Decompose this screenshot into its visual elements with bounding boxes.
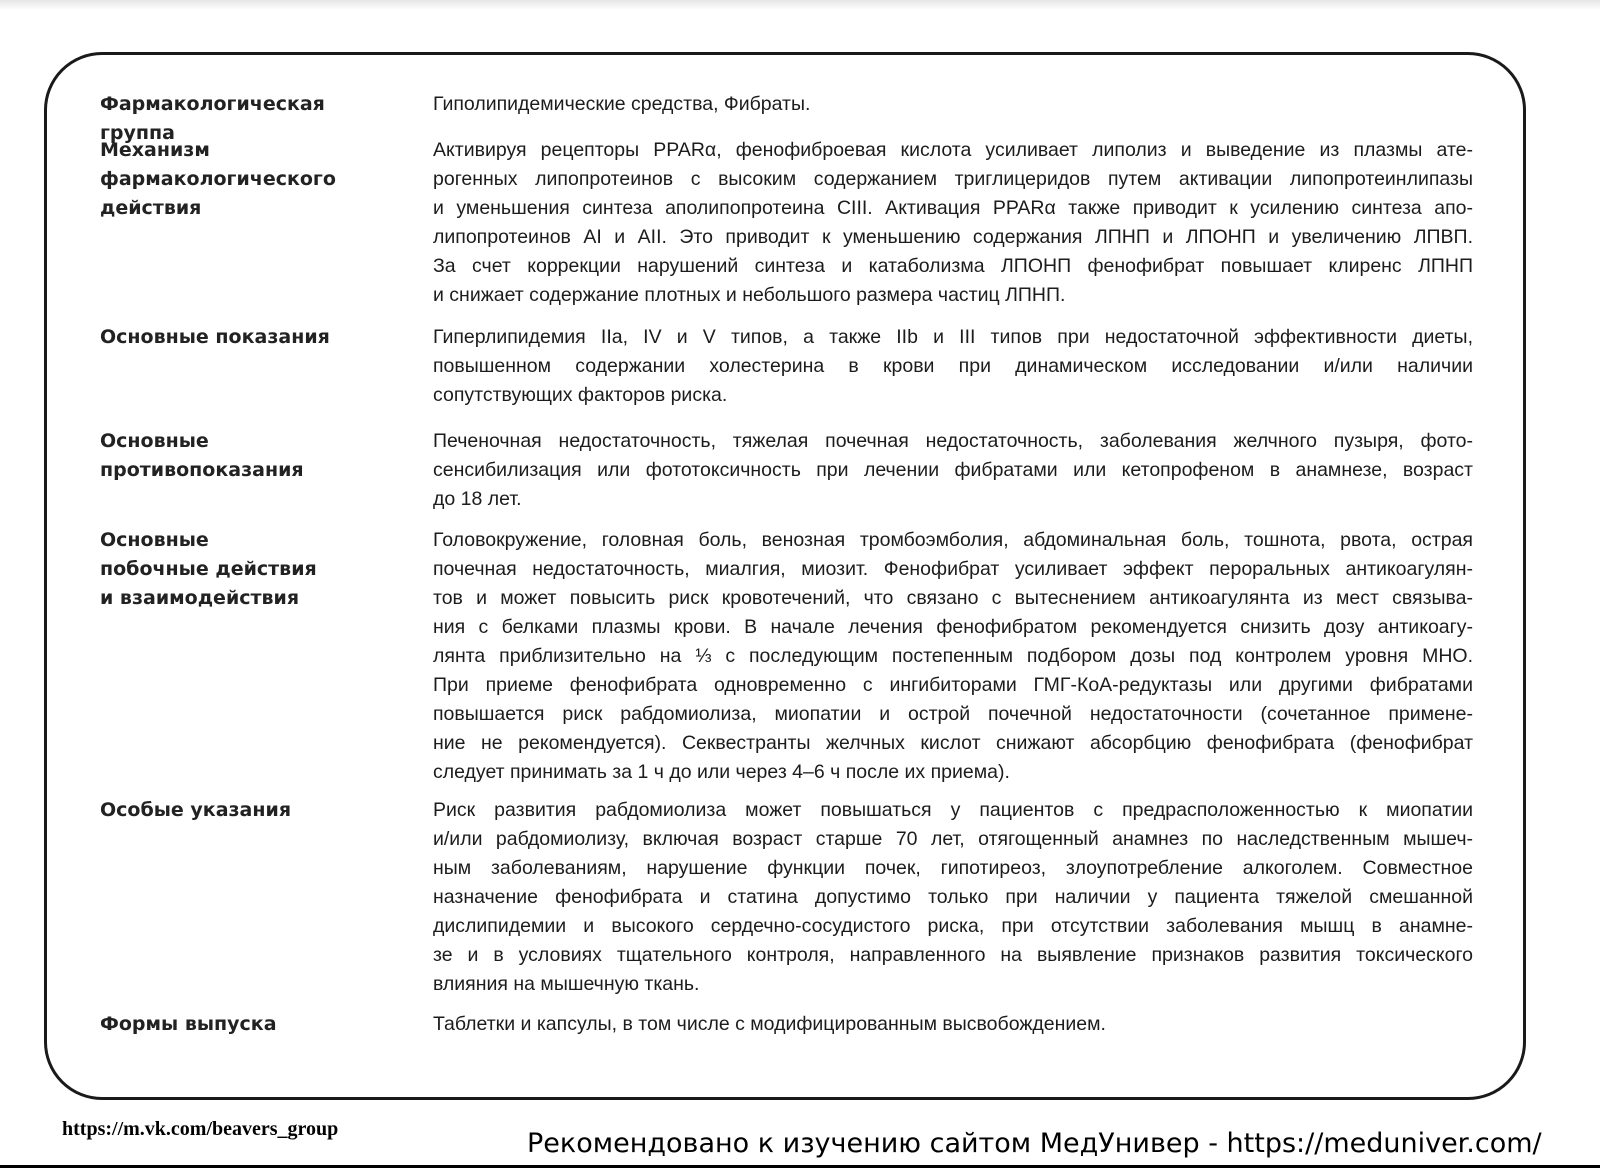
text-line: За счет коррекции нарушений синтеза и катаболизма ЛПОНП фенофибрат повышает клиренс ЛПНП (433, 255, 1473, 277)
text-line: лянта приблизительно на ⅓ с последующим постепенным подбором дозы под контролем уровня МНО. (433, 645, 1473, 667)
text-line: рогенных липопротеинов с высоким содержанием триглицеридов путем активации липопротеинлипазы (433, 168, 1473, 190)
section-text (433, 526, 1473, 787)
text-line: повышенном содержании холестерина в крови при динамическом исследовании и/или наличии (433, 355, 1473, 377)
text-line: Активируя рецепторы PPARα, фенофиброевая кислота усиливает липолиз и выведение из плазмы ате- (433, 139, 1473, 161)
text-line: ным заболеваниям, нарушение функции почек, гипотиреоз, злоупотребление алкоголем. Совместное (433, 857, 1473, 879)
text-line: липопротеинов AI и AII. Это приводит к уменьшению содержания ЛПНП и ЛПОНП и увеличению ЛПВП. (433, 226, 1473, 248)
text-line: Головокружение, головная боль, венозная тромбоэмболия, абдоминальная боль, тошнота, рвота, острая (433, 529, 1473, 551)
text-line: назначение фенофибрата и статина допустимо только при наличии у пациента тяжелой смешанной (433, 886, 1473, 908)
text-line: повышается риск рабдомиолиза, миопатии и острой почечной недостаточности (сочетанное примене- (433, 703, 1473, 725)
section-text (433, 796, 1473, 999)
text-line: ние не рекомендуется). Секвестранты желчных кислот снижают абсорбцию фенофибрата (фенофибрат (433, 732, 1473, 754)
section-label: Основные показания (100, 326, 330, 348)
text-line: Таблетки и капсулы, в том числе с модифицированным высвобождением. (433, 1013, 1106, 1035)
text-line: Гиполипидемические средства, Фибраты. (433, 93, 811, 115)
text-line: сопутствующих факторов риска. (433, 384, 728, 406)
meduniver-watermark: Рекомендовано к изучению сайтом МедУнивер - https://meduniver.com/ (527, 1128, 1542, 1159)
section-text (433, 90, 1473, 119)
footer-divider (0, 1165, 1600, 1168)
section-text (433, 136, 1473, 310)
text-line: влияния на мышечную ткань. (433, 973, 700, 995)
text-line: и снижает содержание плотных и небольшого размера частиц ЛПНП. (433, 284, 1066, 306)
text-line: Печеночная недостаточность, тяжелая почечная недостаточность, заболевания желчного пузыря, фото- (433, 430, 1473, 452)
section-label: Механизм фармакологического действия (100, 139, 336, 219)
text-line: тов и может повысить риск кровотечений, что связано с вытеснением антикоагулянта из мест связыва- (433, 587, 1473, 609)
section-text (433, 427, 1473, 514)
section-text (433, 1010, 1473, 1039)
vk-group-link[interactable]: https://m.vk.com/beavers_group (62, 1118, 339, 1140)
section-label: Основные противопоказания (100, 430, 304, 481)
text-line: почечная недостаточность, миалгия, миозит. Фенофибрат усиливает эффект пероральных антикоагулян- (433, 558, 1473, 580)
text-line: Гиперлипидемия IIa, IV и V типов, а также IIb и III типов при недостаточной эффективности диеты, (433, 326, 1473, 348)
section-label: Формы выпуска (100, 1013, 277, 1035)
text-line: и уменьшения синтеза аполипопротеина CIII. Активация PPARα также приводит к усилению синтеза апо- (433, 197, 1473, 219)
section-label: Основные побочные действия и взаимодействия (100, 529, 317, 609)
section-label: Особые указания (100, 799, 292, 821)
text-line: следует принимать за 1 ч до или через 4–6 ч после их приема). (433, 761, 1010, 783)
text-line: зе и в условиях тщательного контроля, направленного на выявление признаков развития токсического (433, 944, 1473, 966)
section-text (433, 323, 1473, 410)
text-line: до 18 лет. (433, 488, 522, 510)
text-line: дислипидемии и высокого сердечно-сосудистого риска, при отсутствии заболевания мышц в анамне- (433, 915, 1473, 937)
section-label: Фармакологическая группа (100, 93, 325, 144)
scan-shadow (0, 0, 1600, 10)
text-line: ния с белками плазмы крови. В начале лечения фенофибратом рекомендуется снизить дозу антикоагу- (433, 616, 1473, 638)
text-line: При приеме фенофибрата одновременно с ингибиторами ГМГ-КоА-редуктазы или другими фибратами (433, 674, 1473, 696)
text-line: и/или рабдомиолизу, включая возраст старше 70 лет, отягощенный анамнез по наследственным мышеч- (433, 828, 1473, 850)
text-line: Риск развития рабдомиолиза может повышаться у пациентов с предрасположенностью к миопатии (433, 799, 1473, 821)
text-line: сенсибилизация или фототоксичность при лечении фибратами или кетопрофеном в анамнезе, возраст (433, 459, 1473, 481)
